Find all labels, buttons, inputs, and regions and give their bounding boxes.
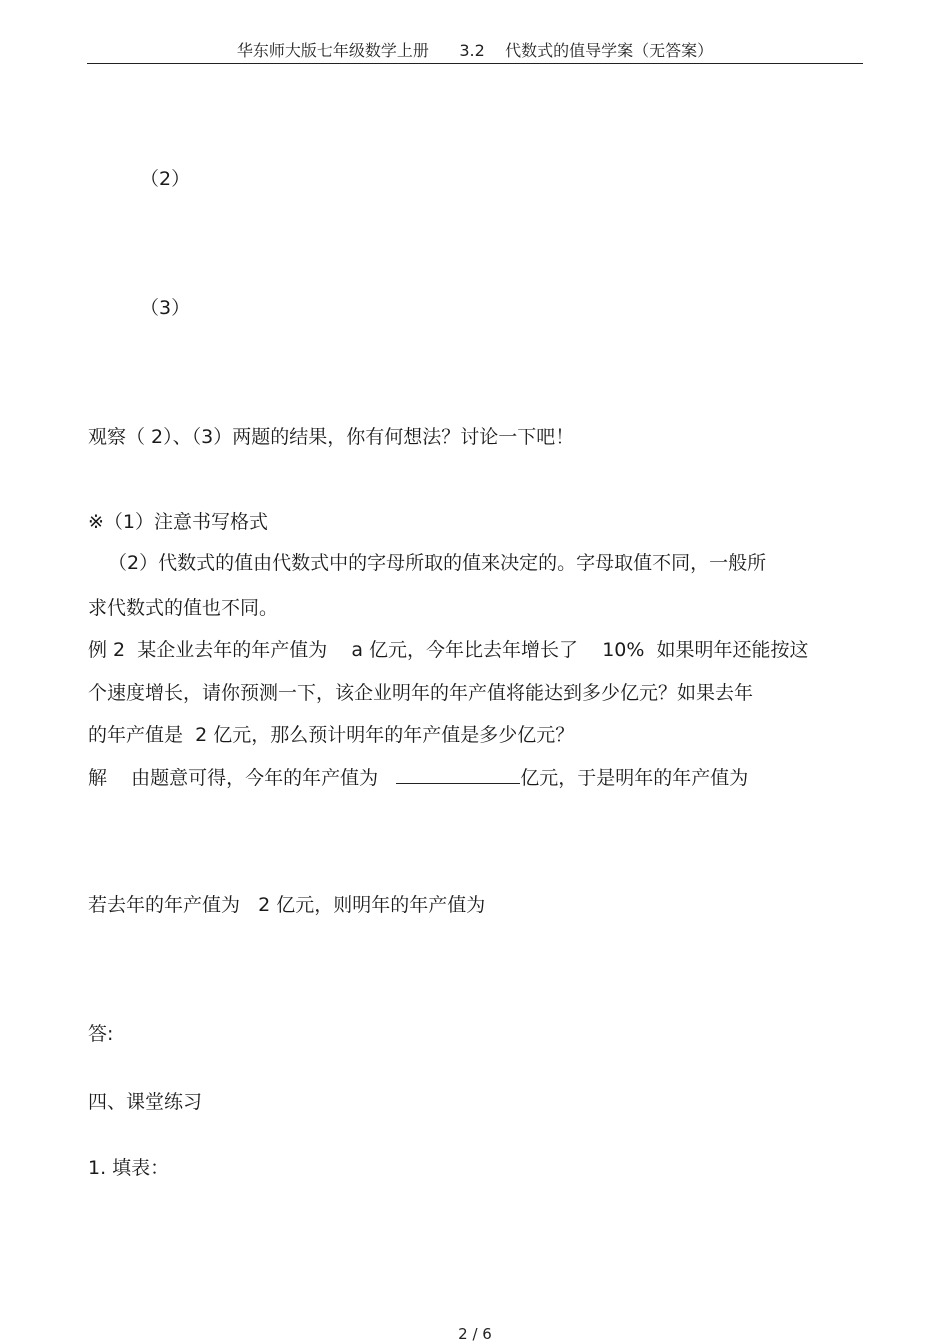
if-last-year-line: 若去年的年产值为 2 亿元，则明年的年产值为 [88,894,486,916]
observe-prompt: 观察（ 2）、（3）两题的结果，你有何想法？讨论一下吧！ [88,426,575,448]
page-number: 2 / 6 [458,1325,492,1343]
example-2-line1: 例 2 某企业去年的年产值为 a 亿元，今年比去年增长了 10% 如果明年还能按这 [88,639,809,661]
answer-label: 答: [88,1023,114,1045]
example-2-line2: 个速度增长，请你预测一下，该企业明年的年产值将能达到多少亿元？如果去年 [88,682,754,704]
example-2-line3: 的年产值是 2 亿元，那么预计明年的年产值是多少亿元？ [88,724,575,746]
section-four-heading: 四、课堂练习 [88,1091,203,1113]
item-3-label: （3） [140,297,191,319]
solution-suffix: 亿元，于是明年的年产值为 [520,767,749,789]
fill-table-prompt: 1. 填表： [88,1157,170,1179]
solution-line [88,765,748,790]
header-divider [87,63,863,64]
page-header: 华东师大版七年级数学上册 3.2 代数式的值导学案（无答案） [236,41,714,60]
solution-prefix: 解 由题意可得，今年的年产值为 [88,767,397,789]
answer-blank[interactable] [396,765,520,784]
note-value-line2: 求代数式的值也不同。 [88,597,279,619]
note-value-line1: （2）代数式的值由代数式中的字母所取的值来决定的。字母取值不同，一般所 [108,552,767,574]
note-format: ※（1）注意书写格式 [88,511,269,533]
item-2-label: （2） [140,168,191,190]
